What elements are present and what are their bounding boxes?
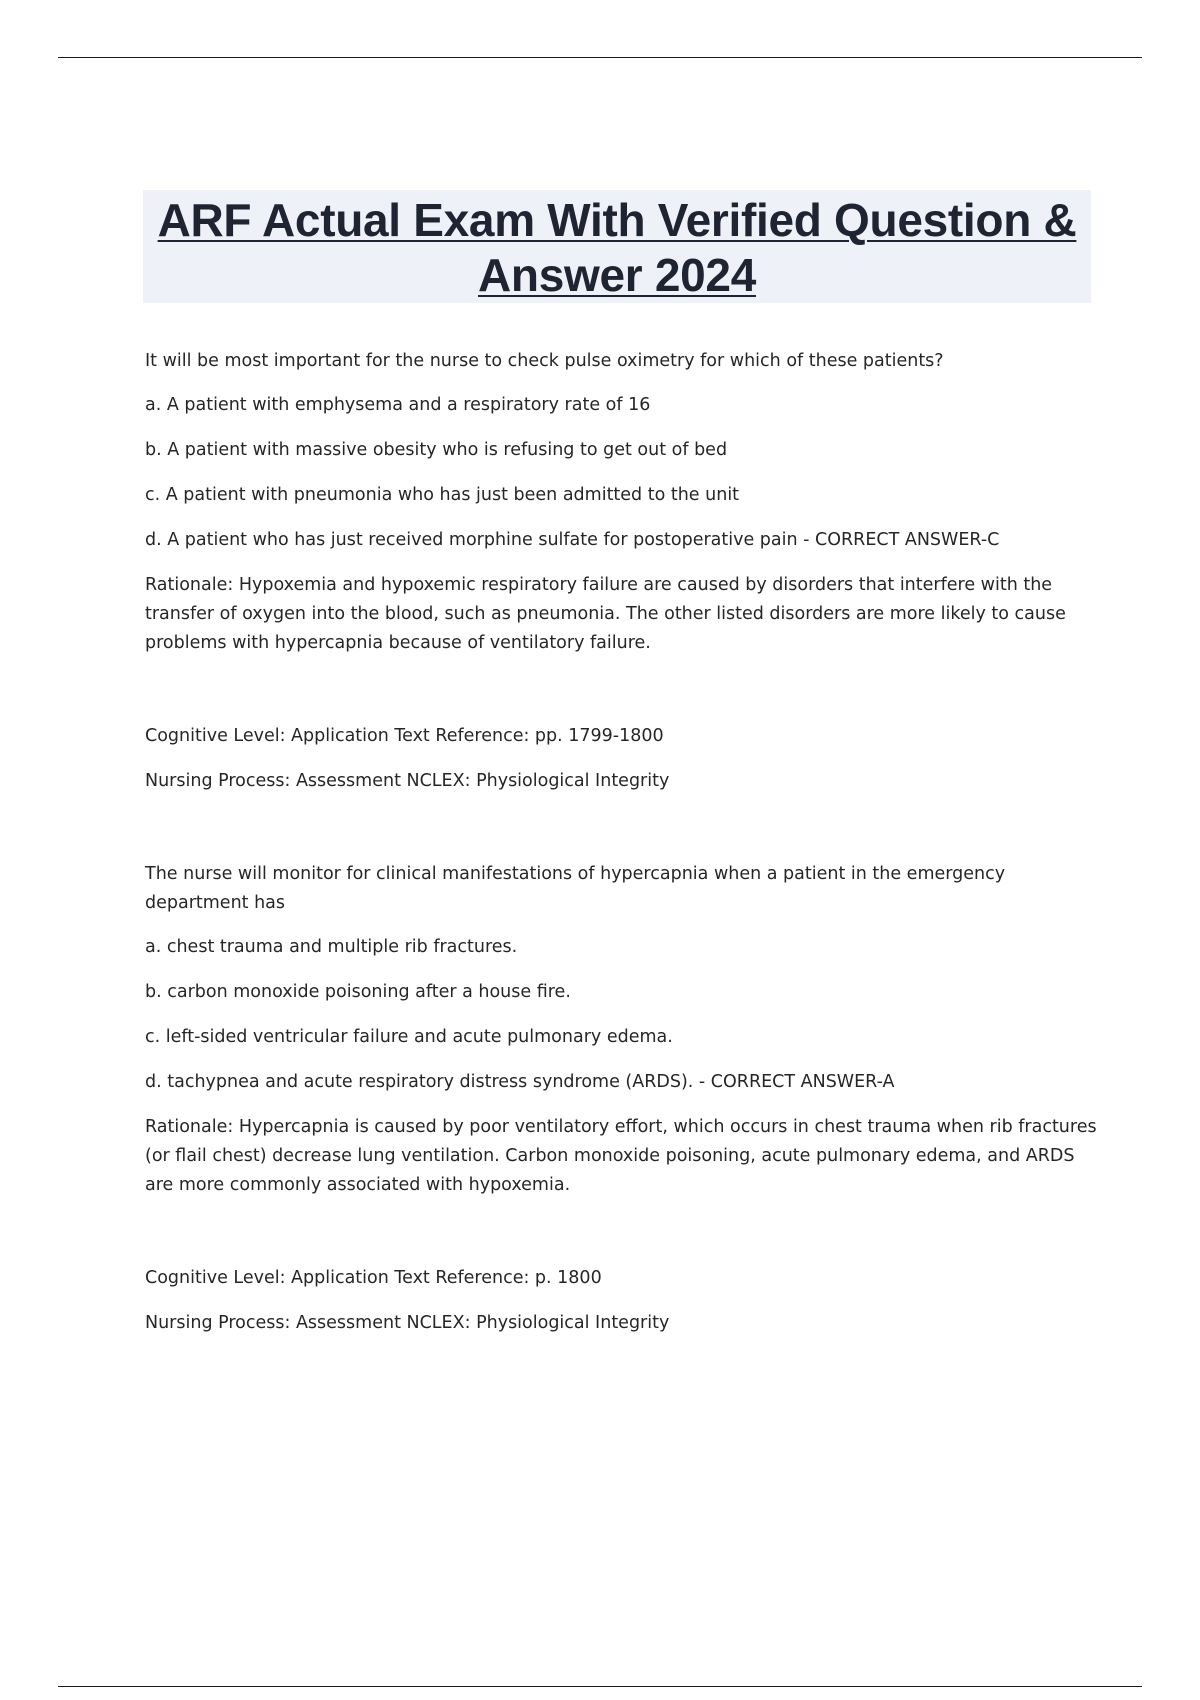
question-block-1 — [145, 347, 1100, 796]
cognitive-level: Cognitive Level: Application Text Reference: p. 1800 — [145, 1268, 602, 1288]
answer-option-d: d. tachypnea and acute respiratory distress syndrome (ARDS). - CORRECT ANSWER-A — [145, 1072, 895, 1092]
document-title: ARF Actual Exam With Verified Question & Answer 2024 — [157, 194, 1077, 301]
question-block-2 — [145, 860, 1100, 1338]
answer-option-d: d. A patient who has just received morphine sulfate for postoperative pain - CORRECT ANSWER-C — [145, 530, 1000, 550]
nursing-process: Nursing Process: Assessment NCLEX: Physiological Integrity — [145, 1313, 670, 1333]
rationale-text: Rationale: Hypercapnia is caused by poor ventilatory effort, which occurs in chest trauma when rib fractures (or flail chest) decrease lung ventilation. Carbon monoxide poisoning, acute pulmonary edema, and ARDS are more commonly associated with hypoxemia. — [145, 1117, 1097, 1195]
answer-option-a: a. chest trauma and multiple rib fractures. — [145, 937, 518, 957]
answer-option-b: b. A patient with massive obesity who is refusing to get out of bed — [145, 440, 728, 460]
question-stem: The nurse will monitor for clinical manifestations of hypercapnia when a patient in the emergency department has — [145, 864, 1006, 913]
answer-option-b: b. carbon monoxide poisoning after a house fire. — [145, 982, 571, 1002]
answer-option-a: a. A patient with emphysema and a respiratory rate of 16 — [145, 395, 651, 415]
answer-option-c: c. left-sided ventricular failure and acute pulmonary edema. — [145, 1027, 673, 1047]
cognitive-level: Cognitive Level: Application Text Reference: pp. 1799-1800 — [145, 726, 664, 746]
rationale-text: Rationale: Hypoxemia and hypoxemic respiratory failure are caused by disorders that interfere with the transfer of oxygen into the blood, such as pneumonia. The other listed disorders are more likely to cause problems with hypercapnia because of ventilatory failure. — [145, 575, 1066, 653]
title-banner — [143, 190, 1091, 303]
question-stem: It will be most important for the nurse to check pulse oximetry for which of these patients? — [145, 351, 944, 371]
top-divider — [58, 57, 1142, 58]
answer-option-c: c. A patient with pneumonia who has just been admitted to the unit — [145, 485, 740, 505]
document-body — [145, 347, 1100, 1354]
nursing-process: Nursing Process: Assessment NCLEX: Physiological Integrity — [145, 771, 670, 791]
bottom-divider — [58, 1686, 1142, 1687]
